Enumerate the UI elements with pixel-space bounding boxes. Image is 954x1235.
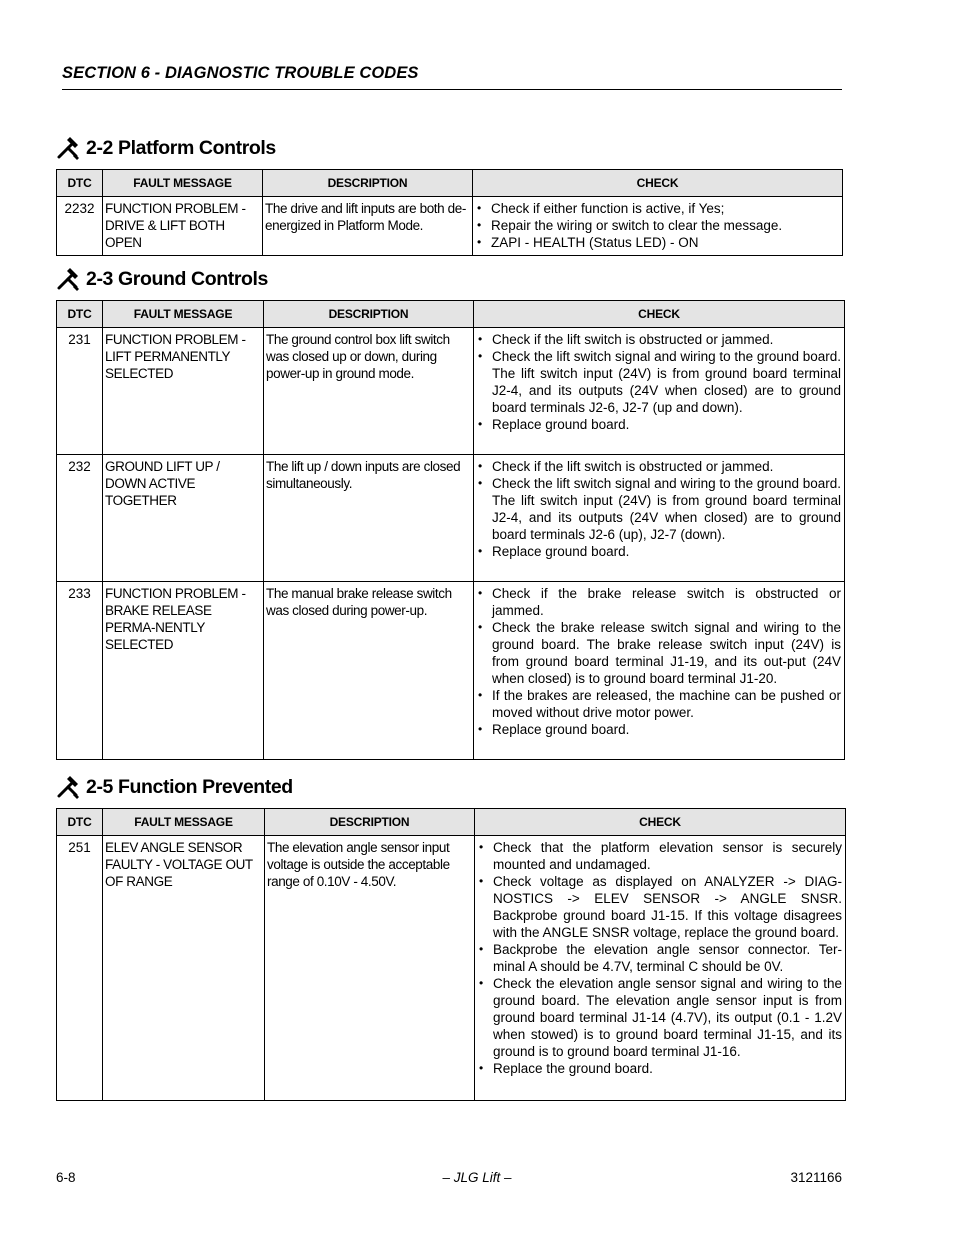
- description-cell: The lift up / down inputs are closed simultaneously.: [264, 455, 474, 582]
- table-row: [57, 836, 846, 1101]
- wrench-hammer-icon: [56, 774, 82, 800]
- page-number: 6-8: [56, 1170, 76, 1185]
- table-row: [57, 197, 843, 256]
- section-title-function-prevented: [56, 774, 293, 800]
- col-check: CHECK: [475, 809, 846, 836]
- check-item: • Check the elevation angle sensor signal and wiring to the ground board. The elevation angle sensor input is from ground board terminal J1-14 (4.7V), its output (0.1 - 1.2V when stowed) is to ground board terminal J1-15, and its ground is to ground board terminal J1-16.: [478, 975, 842, 1060]
- description-cell: The drive and lift inputs are both de-energized in Platform Mode.: [263, 197, 473, 256]
- check-item: • Check if either function is active, if Yes;: [476, 200, 839, 217]
- check-cell: [474, 455, 845, 582]
- col-check: CHECK: [473, 170, 843, 197]
- check-item: • Replace ground board.: [477, 543, 841, 560]
- col-fault-message: FAULT MESSAGE: [103, 809, 265, 836]
- check-list: [477, 585, 841, 738]
- check-item: • Replace ground board.: [477, 416, 841, 433]
- col-description: DESCRIPTION: [265, 809, 475, 836]
- check-item: • Check if the brake release switch is obstructed or jammed.: [477, 585, 841, 619]
- document-number: 3121166: [790, 1170, 842, 1185]
- check-item: • Check if the lift switch is obstructed or jammed.: [477, 458, 841, 475]
- wrench-hammer-icon: [56, 266, 82, 292]
- check-list: [477, 331, 841, 433]
- description-cell: The manual brake release switch was closed during power-up.: [264, 582, 474, 760]
- table-row: [57, 455, 845, 582]
- check-cell: [475, 836, 846, 1101]
- col-check: CHECK: [474, 301, 845, 328]
- dtc-cell: 231: [57, 328, 103, 455]
- col-description: DESCRIPTION: [264, 301, 474, 328]
- description-cell: The elevation angle sensor input voltage is outside the acceptable range of 0.10V - 4.50V.: [265, 836, 475, 1101]
- check-item: • Check the brake release switch signal and wiring to the ground board. The brake release switch input (24V) is from ground board terminal J1-19, and its out-put (24V when closed) is to ground board terminal J1-20.: [477, 619, 841, 687]
- check-item: • If the brakes are released, the machine can be pushed or moved without drive motor power.: [477, 687, 841, 721]
- section-title-text: 2-3 Ground Controls: [86, 267, 268, 290]
- check-cell: [474, 328, 845, 455]
- table-row: [57, 328, 845, 455]
- table-row: [57, 582, 845, 760]
- dtc-cell: 2232: [57, 197, 103, 256]
- col-dtc: DTC: [57, 809, 103, 836]
- dtc-cell: 251: [57, 836, 103, 1101]
- fault-message-cell: GROUND LIFT UP / DOWN ACTIVE TOGETHER: [103, 455, 264, 582]
- col-fault-message: FAULT MESSAGE: [103, 170, 263, 197]
- fault-message-cell: ELEV ANGLE SENSOR FAULTY - VOLTAGE OUT OF RANGE: [103, 836, 265, 1101]
- fault-message-cell: FUNCTION PROBLEM - DRIVE & LIFT BOTH OPEN: [103, 197, 263, 256]
- platform-controls-table: [56, 169, 843, 256]
- check-item: • Check the lift switch signal and wiring to the ground board. The lift switch input (24V) is from ground board terminal J2-4, and its outputs (24V when closed) are to ground board terminals J2-6 (up), J2-7 (down).: [477, 475, 841, 543]
- check-item: • ZAPI - HEALTH (Status LED) - ON: [476, 234, 839, 251]
- col-fault-message: FAULT MESSAGE: [103, 301, 264, 328]
- check-cell: [473, 197, 843, 256]
- table-header-row: [57, 170, 843, 197]
- footer-center-text: – JLG Lift –: [442, 1170, 512, 1185]
- section-title-text: 2-2 Platform Controls: [86, 136, 276, 159]
- section-header: SECTION 6 - DIAGNOSTIC TROUBLE CODES: [62, 64, 842, 90]
- check-list: [476, 200, 839, 251]
- check-list: [478, 839, 842, 1077]
- check-item: • Check that the platform elevation sensor is securely mounted and undamaged.: [478, 839, 842, 873]
- check-item: • Check the lift switch signal and wiring to the ground board. The lift switch input (24V) is from ground board terminal J2-4, and its outputs (24V when closed) are to ground board terminals J2-6, J2-7 (up and down).: [477, 348, 841, 416]
- check-item: • Check if the lift switch is obstructed or jammed.: [477, 331, 841, 348]
- wrench-hammer-icon: [56, 135, 82, 161]
- section-title-text: 2-5 Function Prevented: [86, 775, 293, 798]
- table-header-row: [57, 809, 846, 836]
- dtc-cell: 232: [57, 455, 103, 582]
- check-item: • Repair the wiring or switch to clear the message.: [476, 217, 839, 234]
- check-list: [477, 458, 841, 560]
- table-header-row: [57, 301, 845, 328]
- function-prevented-table: [56, 808, 846, 1101]
- section-title-ground-controls: [56, 266, 268, 292]
- col-description: DESCRIPTION: [263, 170, 473, 197]
- check-item: • Replace ground board.: [477, 721, 841, 738]
- description-cell: The ground control box lift switch was closed up or down, during power-up in ground mode.: [264, 328, 474, 455]
- fault-message-cell: FUNCTION PROBLEM - BRAKE RELEASE PERMA-NENTLY SELECTED: [103, 582, 264, 760]
- ground-controls-table: [56, 300, 845, 760]
- check-item: • Replace the ground board.: [478, 1060, 842, 1077]
- dtc-cell: 233: [57, 582, 103, 760]
- check-item: • Check voltage as displayed on ANALYZER -> DIAG-NOSTICS -> ELEV SENSOR -> ANGLE SNSR. Backprobe ground board J1-15. If this voltage disagrees with the ANGLE SNSR voltage, replace the ground board.: [478, 873, 842, 941]
- fault-message-cell: FUNCTION PROBLEM - LIFT PERMANENTLY SELECTED: [103, 328, 264, 455]
- col-dtc: DTC: [57, 301, 103, 328]
- section-title-platform-controls: [56, 135, 276, 161]
- check-cell: [474, 582, 845, 760]
- col-dtc: DTC: [57, 170, 103, 197]
- check-item: • Backprobe the elevation angle sensor connector. Ter-minal A should be 4.7V, terminal C should be 0V.: [478, 941, 842, 975]
